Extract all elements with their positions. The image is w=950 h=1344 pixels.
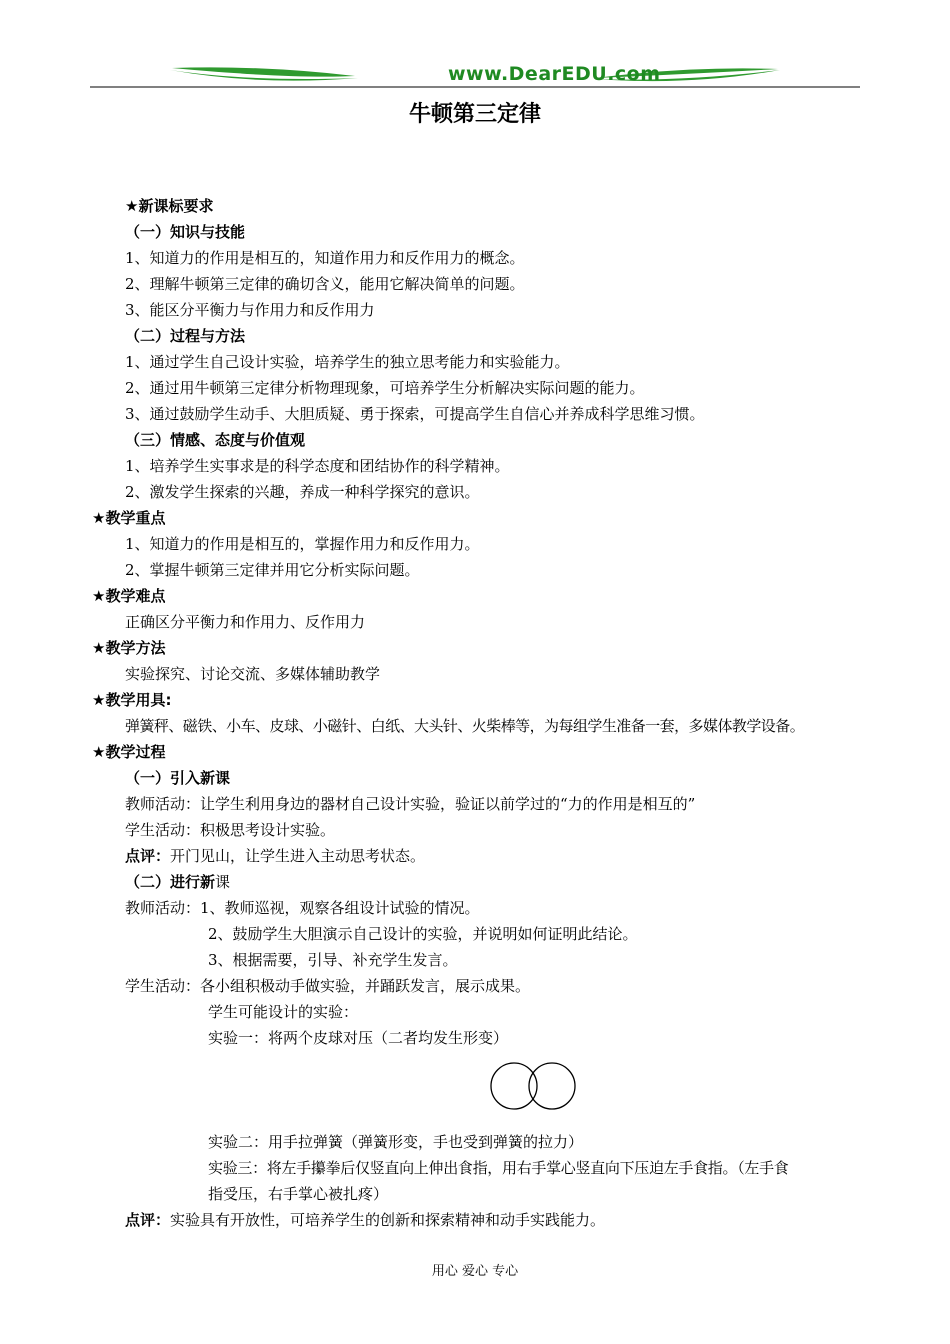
two-balls-diagram [488,1056,583,1116]
text-line: 1、通过学生自己设计实验，培养学生的独立思考能力和实验能力。 [125,353,570,371]
subsection-heading-tail: 课 [215,873,231,891]
text-line: 1、知道力的作用是相互的，掌握作用力和反作用力。 [125,535,480,553]
text-line: 学生可能设计的实验： [208,1003,359,1021]
comment-text: 开门见山，让学生进入主动思考状态。 [170,847,426,865]
subsection-heading: （三）情感、态度与价值观 [125,431,306,449]
text-line: 实验三：将左手攥拳后仅竖直向上伸出食指，用右手掌心竖直向下压迫左手食指。（左手食 [208,1159,789,1177]
text-line: 正确区分平衡力和作用力、反作用力 [125,613,366,631]
subsection-heading: （二）过程与方法 [125,327,246,345]
text-line: 3、通过鼓励学生动手、大胆质疑、勇于探索，可提高学生自信心并养成科学思维习惯。 [125,405,705,423]
text-line: 2、通过用牛顿第三定律分析物理现象，可培养学生分析解决实际问题的能力。 [125,379,645,397]
text-line: 学生活动：积极思考设计实验。 [125,821,336,839]
text-line: 学生活动：各小组积极动手做实验，并踊跃发言，展示成果。 [125,977,531,995]
section-heading: ★教学重点 [92,509,166,527]
text-line: 教师活动：让学生利用身边的器材自己设计实验，验证以前学过的“力的作用是相互的” [125,795,696,813]
text-line: 2、理解牛顿第三定律的确切含义，能用它解决简单的问题。 [125,275,525,293]
ball-right [529,1063,575,1109]
text-line: 2、激发学生探索的兴趣，养成一种科学探究的意识。 [125,483,480,501]
comment-line [125,1210,605,1230]
subsection-heading-line [125,872,230,892]
text-line: 3、能区分平衡力与作用力和反作用力 [125,301,375,319]
ball-left [491,1063,537,1109]
text-line: 指受压，右手掌心被扎疼） [208,1185,389,1203]
section-heading: ★教学难点 [92,587,166,605]
site-header-banner [90,60,860,90]
text-line: 实验二：用手拉弹簧（弹簧形变，手也受到弹簧的拉力） [208,1133,584,1151]
text-line: 教师活动：1、教师巡视，观察各组设计试验的情况。 [125,899,480,917]
comment-label: 点评： [125,847,171,865]
subsection-heading: （一）知识与技能 [125,223,246,241]
text-line: 1、知道力的作用是相互的，知道作用力和反作用力的概念。 [125,249,525,267]
text-line: 实验一：将两个皮球对压（二者均发生形变） [208,1029,509,1047]
page-footer: 用心 爱心 专心 [431,1264,519,1279]
site-logo-text: www.DearEDU.com [448,63,661,85]
text-line: 弹簧秤、磁铁、小车、皮球、小磁针、白纸、大头针、火柴棒等，为每组学生准备一套，多媒体教学设备。 [125,717,805,735]
text-line: 1、培养学生实事求是的科学态度和团结协作的科学精神。 [125,457,510,475]
text-line: 实验探究、讨论交流、多媒体辅助教学 [125,665,381,683]
text-line: 2、掌握牛顿第三定律并用它分析实际问题。 [125,561,420,579]
section-heading: ★新课标要求 [125,197,214,215]
page-title: 牛顿第三定律 [408,102,541,127]
text-line: 3、根据需要，引导、补充学生发言。 [208,951,458,969]
section-heading: ★教学用具: [92,691,172,709]
subsection-heading: （一）引入新课 [125,769,231,787]
comment-line [125,846,425,866]
comment-text: 实验具有开放性，可培养学生的创新和探索精神和动手实践能力。 [170,1211,606,1229]
comment-label: 点评： [125,1211,171,1229]
text-line: 2、鼓励学生大胆演示自己设计的实验，并说明如何证明此结论。 [208,925,638,943]
section-heading: ★教学过程 [92,743,166,761]
subsection-heading: （二）进行新 [125,873,216,891]
section-heading: ★教学方法 [92,639,166,657]
